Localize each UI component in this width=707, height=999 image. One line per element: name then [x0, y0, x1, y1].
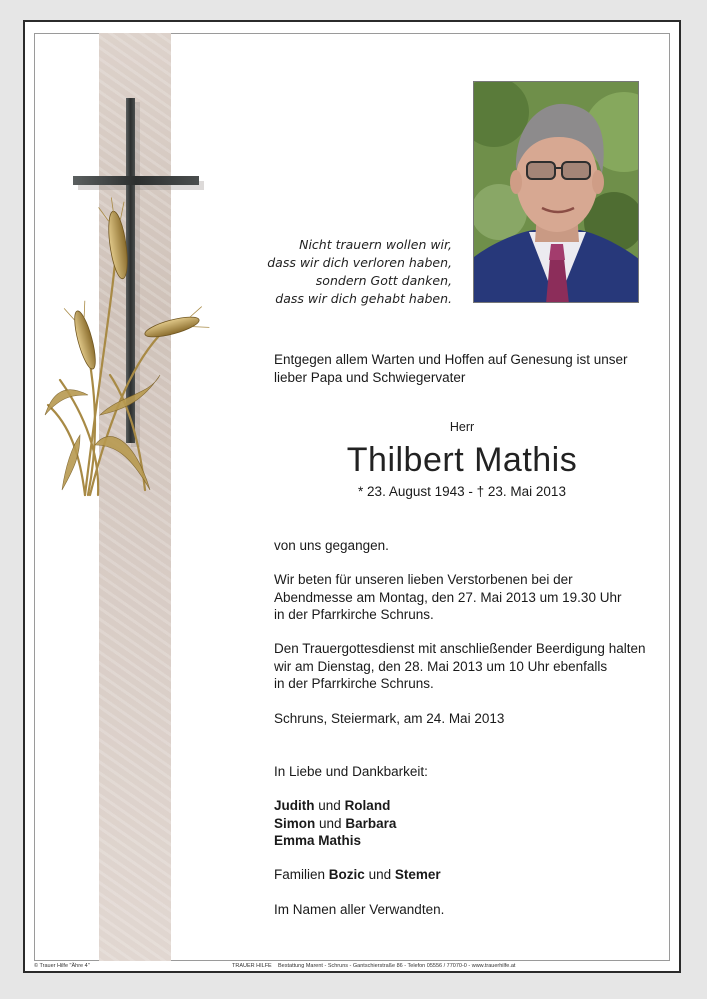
mass-line: Abendmesse am Montag, den 27. Mai 2013 um 19.30 Uhr: [274, 589, 622, 605]
closing-text: In Liebe und Dankbarkeit:: [274, 764, 428, 779]
poem: [212, 236, 452, 308]
wheat-ears-icon: [48, 225, 170, 495]
mourner-joiner: und: [318, 798, 341, 813]
cross-icon: [40, 95, 215, 505]
honorific: Herr: [449, 420, 475, 434]
portrait-photo: [473, 81, 639, 303]
mourner-row: [274, 832, 396, 850]
mourner-name: Judith: [274, 798, 315, 813]
poem-line: dass wir dich verloren haben,: [267, 255, 452, 270]
deceased-name: Thilbert Mathis: [346, 441, 578, 479]
footer-address: Bestattung Marent - Schruns - Gantschierstraße 86 - Telefon 05556 / 77070-0 - www.trauerhilfe.at: [278, 963, 516, 969]
relatives-text: Im Namen aller Verwandten.: [274, 902, 445, 917]
mass-text: [274, 571, 621, 624]
mourner-name: Barbara: [345, 815, 397, 831]
mourner-name: Simon: [274, 815, 316, 831]
funeral-line: in der Pfarrkirche Schruns.: [274, 676, 434, 691]
mourners-list: [274, 797, 396, 850]
mourner-name: Emma Mathis: [274, 833, 362, 848]
family-name: Bozic: [328, 867, 365, 882]
footer-brand: TRAUER HILFE: [232, 963, 272, 969]
intro-line: lieber Papa und Schwiegervater: [274, 369, 466, 385]
footer-copyright: © Trauer Hilfe "Ähre 4": [34, 963, 90, 969]
place-date: Schruns, Steiermark, am 24. Mai 2013: [274, 711, 505, 726]
mourner-row: [274, 797, 396, 815]
mass-line: in der Pfarrkirche Schruns.: [274, 607, 434, 622]
passed-text: von uns gegangen.: [274, 538, 389, 553]
mourner-name: Roland: [344, 798, 391, 813]
family-name: Stemer: [394, 867, 441, 882]
families-line: [274, 866, 441, 884]
funeral-line: Den Trauergottesdienst mit anschließender Beerdigung halten: [274, 641, 646, 656]
mourner-joiner: und: [319, 815, 342, 831]
intro-line: Entgegen allem Warten und Hoffen auf Genesung ist unser: [274, 352, 628, 367]
mass-line: Wir beten für unseren lieben Verstorbenen bei der: [274, 572, 573, 587]
poem-line: dass wir dich gehabt haben.: [275, 291, 452, 306]
mourner-row: [274, 815, 396, 833]
poem-line: Nicht trauern wollen wir,: [299, 237, 452, 252]
funeral-line: wir am Dienstag, den 28. Mai 2013 um 10 Uhr ebenfalls: [274, 658, 608, 674]
intro-text: [274, 351, 627, 386]
families-prefix: Familien: [274, 867, 326, 882]
poem-line: sondern Gott danken,: [315, 273, 452, 288]
funeral-text: [274, 640, 645, 693]
life-dates: * 23. August 1943 - † 23. Mai 2013: [358, 484, 566, 499]
families-joiner: und: [368, 867, 392, 882]
